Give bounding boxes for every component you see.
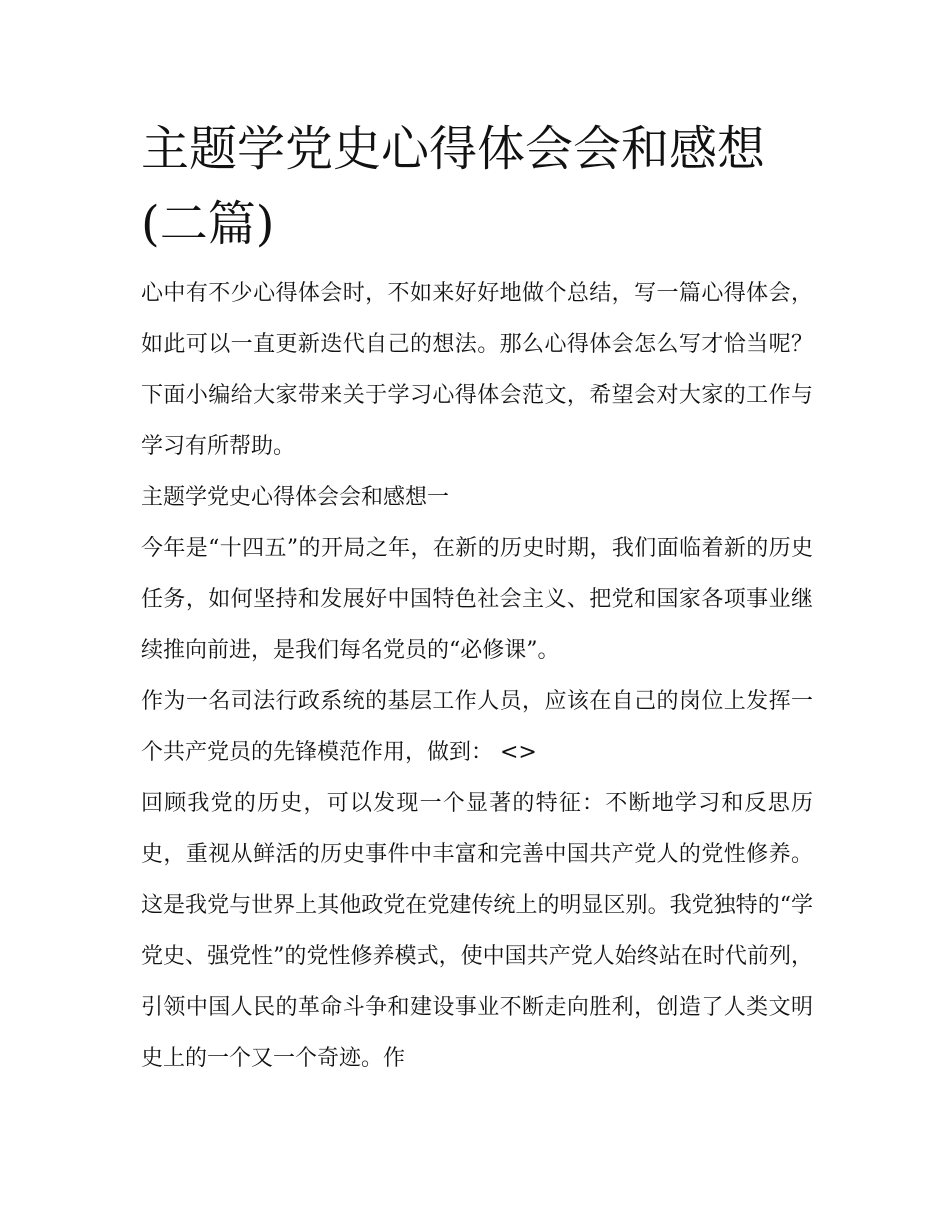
intro-paragraph: 心中有不少心得体会时，不如来好好地做个总结，写一篇心得体会，如此可以一直更新迭代自己的想法。那么心得体会怎么写才恰当呢？下面小编给大家带来关于学习心得体会范文，希望会对大家的工作与学习有所帮助。 (141, 281, 813, 459)
body-paragraph-2: 作为一名司法行政系统的基层工作人员，应该在自己的岗位上发挥一个共产党员的先锋模范作用，做到： <> (141, 689, 813, 765)
document-title: 主题学党史心得体会会和感想(二篇) (141, 121, 766, 252)
body-paragraph-3: 回顾我党的历史，可以发现一个显著的特征：不断地学习和反思历史，重视从鲜活的历史事件中丰富和完善中国共产党人的党性修养。这是我党与世界上其他政党在党建传统上的明显区别。我党独特的“学党史、强党性”的党性修养模式，使中国共产党人始终站在时代前列，引领中国人民的革命斗争和建设事业不断走向胜利，创造了人类文明史上的一个又一个奇迹。作 (141, 791, 813, 1071)
section-heading: 主题学党史心得体会会和感想一 (141, 485, 450, 510)
document-body (141, 112, 813, 1084)
body-paragraph-1: 今年是“十四五”的开局之年，在新的历史时期，我们面临着新的历史任务，如何坚持和发展好中国特色社会主义、把党和国家各项事业继续推向前进，是我们每名党员的“必修课”。 (141, 536, 813, 663)
